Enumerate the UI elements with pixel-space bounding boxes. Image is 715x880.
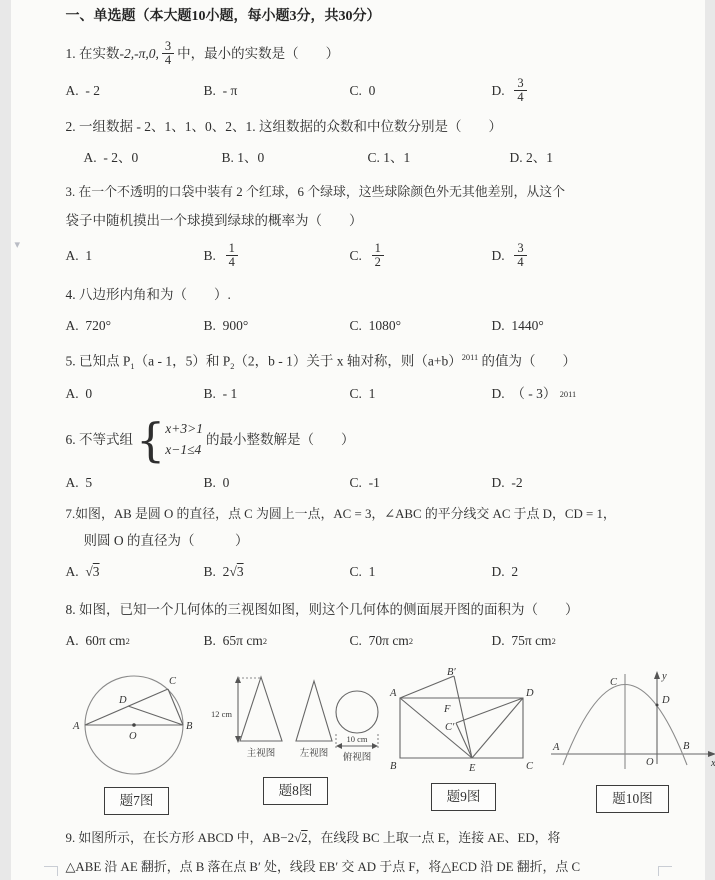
question-4-stem: 4. 八边形内角和为（ ）.	[65, 286, 231, 302]
text-boundary-mark-left	[44, 866, 58, 876]
inequality-1: x+3>1	[165, 421, 203, 437]
brace: {	[136, 412, 166, 467]
radical: √3	[85, 563, 100, 579]
question-2-stem: 2. 一组数据 - 2、1、1、0、2、1. 这组数据的众数和中位数分别是（ ）	[65, 118, 502, 134]
question-8-options	[66, 628, 677, 654]
stem-text: 5. 已知点 P	[65, 353, 131, 369]
superscript: 2	[262, 636, 268, 646]
option-d: D. 2	[491, 563, 519, 579]
label-b: B	[682, 741, 689, 753]
margin-collapse-marker: ▾	[14, 239, 21, 251]
top-view-label: 俯视图	[342, 753, 371, 764]
option-label: B.	[203, 247, 223, 263]
text-boundary-mark-right	[658, 866, 672, 876]
question-9-stem-line1	[66, 830, 677, 847]
top-view-circle	[336, 691, 378, 733]
option-b: B. 900°	[203, 317, 249, 333]
fraction	[514, 242, 526, 270]
option-text: A. 60π cm	[65, 633, 126, 649]
stem-text: 9. 如图所示，在长方形 ABCD 中，AB−2	[65, 831, 295, 846]
numerator: 1	[372, 242, 384, 257]
label-c-prime: C′	[444, 722, 454, 734]
label-d: D	[661, 695, 670, 707]
denominator: 4	[228, 255, 235, 270]
front-view-triangle	[240, 677, 282, 741]
exam-page	[11, 0, 715, 880]
label-o: O	[645, 757, 654, 769]
figure-8-caption: 题8图	[263, 777, 329, 805]
figure-10	[547, 668, 715, 813]
superscript: 2	[125, 636, 130, 646]
radicand: 3	[92, 563, 100, 579]
option-c: C. 0	[349, 82, 376, 98]
stem-text: （2，b - 1）关于 x 轴对称，则（a+b）	[234, 353, 462, 369]
radical: √3	[229, 563, 244, 579]
figure-9	[390, 668, 538, 811]
stem-text: 的值为（ ）	[478, 353, 577, 369]
option-c: C. 1080°	[349, 317, 402, 333]
option-a: A. - 2、0	[83, 150, 139, 165]
inequality-2: x−1≤4	[165, 442, 202, 458]
option-a: A. 1	[65, 247, 93, 263]
label-a: A	[389, 688, 396, 700]
option-c	[350, 242, 492, 270]
option-b	[204, 242, 350, 270]
question-1-options	[66, 77, 677, 105]
question-9-stem-line2: △ABE 沿 AE 翻折，点 B 落在点 B′ 处，线段 EB′ 交 AD 于点 F，将△ECD 沿 DE 翻折，点 C	[65, 859, 581, 874]
option-a: A. 0	[65, 386, 93, 402]
denominator: 4	[517, 90, 524, 105]
point-d-dot	[655, 704, 658, 707]
option-label: D.	[491, 247, 512, 263]
question-7-stem-line1: 7.如图，AB 是圆 O 的直径，点 C 为圆上一点，AC = 3，∠ABC 的平分线交 AC 于点 D，CD = 1，	[65, 507, 616, 522]
label-o: O	[128, 731, 137, 743]
segment-e-cprime	[456, 723, 472, 758]
option-label: B.	[203, 563, 223, 579]
option-b: B. 0	[203, 475, 230, 491]
option-c: C. 1	[349, 563, 376, 579]
left-view-label: 左视图	[299, 749, 328, 760]
question-7-stem-line2: 则圆 O 的直径为（ ）	[83, 532, 249, 548]
figure-8	[211, 668, 381, 805]
stem-text: （a - 1，5）和 P	[134, 353, 231, 369]
numerator: 3	[514, 242, 526, 257]
left-view-triangle	[296, 681, 332, 741]
option-text: C. 70π cm	[349, 633, 409, 649]
question-3-stem-line1: 3. 在一个不透明的口袋中装有 2 个红球，6 个绿球，这些球除颜色外无其他差别，从这个	[65, 185, 566, 200]
x-axis-arrow	[708, 751, 715, 757]
parabola-diagram	[547, 668, 715, 780]
option-d: D. -2	[491, 475, 523, 491]
label-e: E	[468, 763, 475, 775]
option-d: D. 1440°	[491, 317, 544, 333]
stem-text: 6. 不等式组	[65, 432, 133, 448]
figures-row	[72, 667, 715, 815]
superscript: 2	[408, 636, 414, 646]
option-b: B. - π	[203, 82, 238, 98]
question-6-stem	[65, 412, 677, 467]
option-a: A. 720°	[65, 317, 112, 333]
label-b: B	[185, 721, 192, 733]
three-views-diagram	[211, 668, 381, 772]
option-b	[204, 632, 350, 650]
question-4-options	[66, 313, 677, 339]
label-c: C	[525, 761, 533, 773]
denominator: 4	[517, 255, 524, 270]
option-text: B. 65π cm	[203, 633, 263, 649]
numerator: 3	[514, 77, 526, 92]
question-5-stem	[66, 352, 677, 372]
label-a: A	[72, 721, 79, 733]
option-d: D. 2、1	[509, 150, 553, 165]
label-b-prime: B′	[446, 667, 456, 679]
option-b: B. - 1	[203, 386, 238, 402]
fraction	[372, 242, 384, 270]
option-a: A. - 2	[65, 82, 100, 98]
option-label: C.	[349, 247, 369, 263]
label-b: B	[389, 761, 396, 773]
figure-7-caption: 题7图	[104, 787, 170, 815]
option-label: A.	[65, 563, 86, 579]
center-dot	[132, 723, 136, 727]
label-x: x	[710, 758, 715, 770]
option-c: C. 1	[349, 386, 376, 402]
option-a	[66, 563, 204, 581]
inequality-system	[136, 412, 203, 467]
width-dimension: 10 cm	[345, 734, 368, 745]
fraction	[226, 242, 238, 270]
figure-7	[72, 668, 202, 815]
y-axis-arrow	[654, 671, 660, 679]
subscript: 1	[130, 362, 135, 372]
option-c	[350, 632, 492, 650]
label-c: C	[609, 677, 617, 689]
label-y: y	[661, 671, 667, 683]
label-c: C	[168, 676, 176, 688]
option-c: C. 1、1	[367, 150, 411, 165]
option-b	[204, 563, 350, 581]
question-8-stem: 8. 如图，已知一个几何体的三视图如图，则这个几何体的侧面展开图的面积为（ ）	[65, 601, 579, 617]
question-7-options	[66, 559, 677, 585]
radical: √2	[294, 831, 308, 846]
chord-bc	[168, 689, 183, 725]
arrowhead-right	[372, 743, 378, 749]
segment-a-bprime	[400, 676, 454, 698]
label-a: A	[552, 742, 559, 754]
figure-10-caption: 题10图	[596, 785, 669, 813]
denominator: 4	[164, 53, 172, 68]
section-title: 一、单选题（本大题10小题，每小题3分，共30分）	[65, 9, 381, 24]
label-f: F	[443, 704, 450, 716]
arrowhead-up	[235, 676, 241, 683]
radicand: 2	[301, 831, 308, 846]
stem-text: ，在线段 BC 上取一点 E，连接 AE、ED，将	[307, 831, 561, 846]
question-2-options	[66, 145, 677, 171]
circle-diagram	[72, 668, 202, 782]
superscript: 2011	[559, 389, 577, 399]
denominator: 2	[374, 255, 381, 270]
rectangle-fold-diagram	[390, 668, 538, 778]
option-a: A. 5	[65, 475, 93, 491]
option-d	[492, 385, 677, 403]
label-d: D	[525, 688, 534, 700]
superscript: 2	[551, 636, 556, 646]
radicand: 3	[236, 563, 244, 579]
coefficient: 2	[222, 563, 230, 579]
option-b: B. 1、0	[221, 150, 265, 165]
fraction	[514, 77, 526, 105]
option-c: C. -1	[349, 475, 380, 491]
stem-text: 中，最小的实数是（ ）	[177, 45, 340, 61]
option-d	[492, 77, 677, 105]
question-6-options	[66, 470, 677, 496]
math-expression: -2,-π,0,	[119, 45, 159, 61]
numerator: 1	[226, 242, 238, 257]
option-label: D.	[491, 82, 512, 98]
arrowhead-left	[336, 743, 342, 749]
label-d: D	[118, 695, 127, 707]
numerator: 3	[162, 40, 174, 55]
subscript: 2	[230, 362, 235, 372]
stem-text: 1. 在实数	[65, 45, 120, 61]
question-3-options	[66, 239, 677, 273]
superscript: 2011	[461, 352, 479, 362]
option-text: D. 75π cm	[491, 633, 552, 649]
figure-9-caption: 题9图	[431, 783, 497, 811]
option-d	[492, 632, 677, 650]
option-d	[492, 242, 677, 270]
option-text: D. （ - 3）	[491, 386, 560, 402]
fraction	[162, 40, 174, 68]
height-dimension: 12 cm	[210, 709, 232, 720]
front-view-label: 主视图	[246, 749, 275, 760]
option-a	[66, 632, 204, 650]
exam-content	[11, 0, 715, 876]
question-3-stem-line2: 袋子中随机摸出一个球摸到绿球的概率为（ ）	[65, 212, 363, 228]
question-1-stem	[66, 40, 677, 68]
stem-text: 的最小整数解是（ ）	[206, 432, 355, 448]
question-5-options	[66, 381, 677, 407]
bisector-bd	[128, 706, 183, 725]
